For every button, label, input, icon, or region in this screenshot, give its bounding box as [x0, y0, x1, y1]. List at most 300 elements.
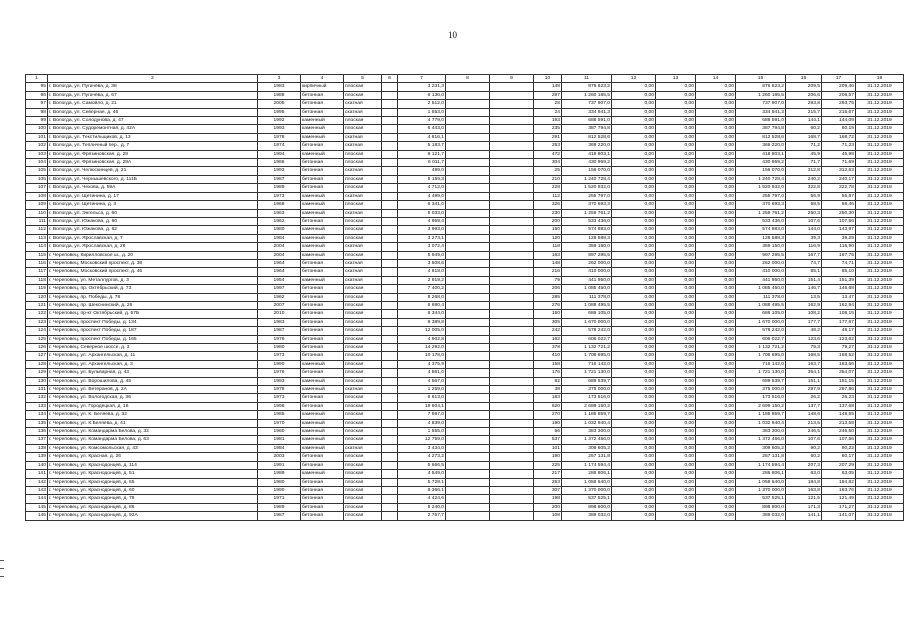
table-cell — [382, 276, 398, 284]
table-cell — [446, 83, 490, 91]
table-header-row — [26, 75, 904, 83]
table-cell: г. Вологда, ул. Пугачёва, д. 67 — [48, 91, 258, 99]
table-cell: 322,78 — [822, 184, 856, 192]
table-cell: 112 — [26, 226, 48, 234]
table-cell: 1 132 721,2 — [562, 344, 612, 352]
table-cell: 6 613,0 — [398, 394, 446, 402]
table-cell — [490, 327, 534, 335]
table-cell: 0,00 — [656, 117, 696, 125]
table-cell: скатная — [344, 100, 382, 108]
table-cell: 359 150,0 — [736, 243, 786, 251]
table-cell: 1 260 185,5 — [562, 91, 612, 99]
table-cell: 0,00 — [612, 91, 656, 99]
table-cell: 1989 — [258, 503, 301, 511]
table-cell — [382, 478, 398, 486]
table-cell: 0,00 — [656, 360, 696, 368]
table-cell: 4 839,0 — [398, 419, 446, 427]
table-cell: 6 680,4 — [398, 301, 446, 309]
table-row — [26, 402, 904, 410]
table-row — [26, 175, 904, 183]
table-cell — [446, 234, 490, 242]
table-cell: 31.12.2019 — [856, 276, 904, 284]
table-cell: 334 941,3 — [736, 108, 786, 116]
table-cell: 737 907,0 — [562, 100, 612, 108]
table-cell: 0,00 — [612, 352, 656, 360]
table-cell — [446, 419, 490, 427]
table-cell: 114 — [26, 243, 48, 251]
table-cell — [446, 470, 490, 478]
table-cell: бетонная — [301, 453, 344, 461]
table-cell — [382, 470, 398, 478]
table-cell: кирпичный — [301, 83, 344, 91]
table-cell: 5 728,1 — [398, 478, 446, 486]
table-cell: 0,00 — [656, 453, 696, 461]
table-cell: 118 — [534, 243, 562, 251]
table-cell: 31.12.2019 — [856, 411, 904, 419]
table-cell — [382, 217, 398, 225]
table-cell — [490, 91, 534, 99]
table-cell: 82 — [534, 377, 562, 385]
table-cell: 167,7 — [786, 251, 822, 259]
table-cell: 375 000,0 — [736, 386, 786, 394]
table-cell: г. Череповец, Московский проспект, д. 38 — [48, 259, 258, 267]
table-cell: 120 — [534, 234, 562, 242]
table-cell — [446, 125, 490, 133]
table-cell: плоская — [344, 251, 382, 259]
table-cell: 122 — [26, 310, 48, 318]
table-cell: каменный — [301, 411, 344, 419]
table-cell — [382, 352, 398, 360]
table-row — [26, 251, 904, 259]
table-cell: 108 — [26, 192, 48, 200]
table-cell: 4 375,9 — [398, 360, 446, 368]
table-cell — [382, 175, 398, 183]
table-cell: 1 708 695,0 — [736, 352, 786, 360]
table-cell: 148 — [534, 83, 562, 91]
table-cell — [490, 234, 534, 242]
table-body — [26, 83, 904, 520]
table-cell: 6 344,0 — [398, 310, 446, 318]
table-cell: 286 806,1 — [736, 470, 786, 478]
table-cell — [446, 268, 490, 276]
table-cell: 0,00 — [696, 444, 736, 452]
table-row — [26, 301, 904, 309]
table-cell: 0,00 — [656, 268, 696, 276]
table-cell: 12 759,0 — [398, 436, 446, 444]
table-cell — [446, 335, 490, 343]
table-cell — [446, 436, 490, 444]
table-cell: 56,9 — [786, 192, 822, 200]
table-cell: 0,00 — [696, 293, 736, 301]
table-cell: г. Вологда, ул. Судоремонтная, д. 42А — [48, 125, 258, 133]
table-cell — [490, 217, 534, 225]
table-cell — [382, 453, 398, 461]
table-cell: 116 — [26, 259, 48, 267]
table-row — [26, 192, 904, 200]
table-cell: бетонная — [301, 100, 344, 108]
table-cell — [382, 268, 398, 276]
table-cell: 686 105,0 — [562, 310, 612, 318]
table-row — [26, 276, 904, 284]
table-cell: плоская — [344, 201, 382, 209]
table-cell: 111 378,0 — [562, 293, 612, 301]
table-cell: 151,1 — [786, 377, 822, 385]
table-cell — [382, 318, 398, 326]
table-cell: 2 757,7 — [398, 512, 446, 520]
table-cell: 1987 — [258, 175, 301, 183]
table-cell: 246,5 — [786, 428, 822, 436]
table-cell: г. Череповец, ул. Краснодонцев, д. 92А — [48, 512, 258, 520]
table-cell: плоская — [344, 436, 382, 444]
table-cell: 119 — [26, 285, 48, 293]
table-cell — [446, 201, 490, 209]
table-cell: г. Вологда, ул. Чехова, д. 59А — [48, 184, 258, 192]
table-cell: 0,00 — [656, 377, 696, 385]
table-cell: плоская — [344, 453, 382, 461]
table-cell: 0,00 — [656, 470, 696, 478]
table-cell — [490, 167, 534, 175]
table-cell: плоская — [344, 175, 382, 183]
table-cell: г. Вологда, ул. Чернышевского, д. 111Б — [48, 175, 258, 183]
table-cell: 31.12.2019 — [856, 108, 904, 116]
table-cell: 383 300,0 — [562, 428, 612, 436]
table-cell: г. Вологда, ул. Пугачёва, д. 38 — [48, 83, 258, 91]
table-cell — [446, 394, 490, 402]
table-cell: 898 800,0 — [562, 503, 612, 511]
table-cell: 0,00 — [612, 503, 656, 511]
table-cell: 0,00 — [612, 276, 656, 284]
table-cell: 578 242,0 — [736, 327, 786, 335]
table-cell: плоская — [344, 503, 382, 511]
table-cell: 63,0 — [786, 470, 822, 478]
table-cell — [446, 386, 490, 394]
table-cell: 8 366,1 — [398, 486, 446, 494]
table-cell: 31.12.2019 — [856, 318, 904, 326]
table-cell: г. Вологда, ул. Фрязиновская, д. 28 — [48, 150, 258, 158]
table-cell: 1986 — [258, 159, 301, 167]
table-cell: 168,7 — [786, 133, 822, 141]
table-cell: 60,2 — [786, 125, 822, 133]
table-cell: 0,00 — [696, 352, 736, 360]
table-cell: скатная — [344, 142, 382, 150]
table-cell: 0,00 — [696, 344, 736, 352]
table-cell: 31.12.2019 — [856, 226, 904, 234]
table-cell: бетонная — [301, 402, 344, 410]
table-row — [26, 318, 904, 326]
table-cell: г. Череповец, проспект Победы, д. 165 — [48, 335, 258, 343]
table-cell: 150 — [534, 310, 562, 318]
table-cell: 216 — [534, 268, 562, 276]
table-cell: 0,00 — [612, 251, 656, 259]
table-cell: 158 — [534, 360, 562, 368]
table-cell: 39,3 — [786, 234, 822, 242]
table-cell — [490, 243, 534, 251]
table-cell: 106 — [26, 175, 48, 183]
table-cell: 1983 — [258, 83, 301, 91]
table-cell: 1990 — [258, 486, 301, 494]
table-cell: плоская — [344, 301, 382, 309]
table-cell: 0,00 — [696, 503, 736, 511]
table-cell: 1992 — [258, 117, 301, 125]
table-cell — [446, 243, 490, 251]
table-cell: 163,8 — [786, 486, 822, 494]
table-cell — [446, 226, 490, 234]
table-cell: 1989 — [258, 470, 301, 478]
table-cell: 107 — [26, 184, 48, 192]
table-cell: 0,00 — [656, 91, 696, 99]
table-cell: 134 — [26, 411, 48, 419]
table-cell: 190 — [534, 453, 562, 461]
table-cell: 1993 — [258, 125, 301, 133]
table-cell: 14 292,0 — [398, 344, 446, 352]
table-cell: скатная — [344, 167, 382, 175]
table-cell: г. Вологда, ул. Ярославская, д. 7 — [48, 234, 258, 242]
table-cell — [446, 142, 490, 150]
table-cell: 184,8 — [786, 478, 822, 486]
table-cell: каменный — [301, 470, 344, 478]
table-cell: 121 — [26, 301, 48, 309]
table-cell: 105 — [26, 167, 48, 175]
table-cell: плоская — [344, 234, 382, 242]
table-cell: бетонная — [301, 285, 344, 293]
table-cell: 31.12.2019 — [856, 259, 904, 267]
table-cell — [490, 344, 534, 352]
table-cell: 387 794,8 — [562, 125, 612, 133]
table-cell: бетонная — [301, 394, 344, 402]
table-cell — [446, 117, 490, 125]
table-cell — [382, 251, 398, 259]
table-cell: 4 273,2 — [398, 453, 446, 461]
table-cell: 0,00 — [656, 150, 696, 158]
table-cell: 109 — [26, 201, 48, 209]
table-cell: г. Череповец, пр. Победы, д. 78 — [48, 293, 258, 301]
table-cell: скатная — [344, 192, 382, 200]
table-cell — [490, 100, 534, 108]
table-cell: 5 183,7 — [398, 142, 446, 150]
table-row — [26, 184, 904, 192]
table-cell: 0,00 — [656, 209, 696, 217]
table-cell: 31.12.2019 — [856, 444, 904, 452]
table-cell: 1995 — [258, 108, 301, 116]
table-cell — [382, 159, 398, 167]
table-cell: 0,00 — [612, 159, 656, 167]
table-cell: 0,00 — [656, 411, 696, 419]
table-cell: 1973 — [258, 394, 301, 402]
table-cell — [446, 150, 490, 158]
table-cell: г. Вологда, ул. Щетинина, д. 3 — [48, 201, 258, 209]
table-cell — [382, 83, 398, 91]
table-cell: 606 022,7 — [562, 335, 612, 343]
table-cell: бетонная — [301, 142, 344, 150]
table-cell: каменный — [301, 226, 344, 234]
table-cell: 1984 — [258, 234, 301, 242]
table-cell — [382, 150, 398, 158]
table-cell — [382, 436, 398, 444]
table-cell — [490, 108, 534, 116]
table-cell: 90,2 — [786, 444, 822, 452]
table-cell: 79,27 — [822, 344, 856, 352]
table-cell: 1 520 932,0 — [736, 184, 786, 192]
table-cell: 383 300,0 — [736, 428, 786, 436]
table-cell: бетонная — [301, 512, 344, 520]
data-table — [25, 74, 904, 521]
table-cell: 1 085 450,0 — [736, 285, 786, 293]
table-row — [26, 243, 904, 251]
table-cell — [490, 276, 534, 284]
table-cell: 85,10 — [822, 268, 856, 276]
table-cell: 213,5 — [786, 419, 822, 427]
table-cell: 0,00 — [656, 133, 696, 141]
table-cell: скатная — [344, 386, 382, 394]
table-row — [26, 133, 904, 141]
table-cell: 2005 — [258, 100, 301, 108]
table-cell: 689 539,7 — [562, 377, 612, 385]
table-cell: 1 132 721,2 — [736, 344, 786, 352]
table-cell: 8 268,0 — [398, 293, 446, 301]
table-cell: 190 — [534, 419, 562, 427]
table-cell: 31.12.2019 — [856, 512, 904, 520]
table-cell: 716 142,0 — [562, 360, 612, 368]
table-cell: скатная — [344, 444, 382, 452]
table-cell — [490, 335, 534, 343]
table-cell: 0,00 — [696, 478, 736, 486]
table-cell: 2010 — [258, 310, 301, 318]
column-header: 7 — [398, 75, 446, 83]
table-cell: г. Череповец, ул. Краснодонцев, д. 78 — [48, 495, 258, 503]
table-cell — [382, 335, 398, 343]
table-cell: 1997 — [258, 285, 301, 293]
table-cell: 1996 — [258, 402, 301, 410]
table-cell: 31.12.2019 — [856, 83, 904, 91]
table-cell — [382, 344, 398, 352]
column-header: 18 — [856, 75, 904, 83]
table-cell: г. Череповец, ул. Краснодонцев, д. 55 — [48, 478, 258, 486]
table-cell — [490, 192, 534, 200]
table-row — [26, 436, 904, 444]
table-cell — [382, 419, 398, 427]
table-cell: 0,00 — [696, 470, 736, 478]
table-cell: плоская — [344, 335, 382, 343]
table-cell: 3 993,0 — [398, 226, 446, 234]
table-cell: 132 — [26, 394, 48, 402]
table-row — [26, 428, 904, 436]
table-cell: 2003 — [258, 453, 301, 461]
table-row — [26, 201, 904, 209]
table-cell: 60,17 — [822, 453, 856, 461]
table-cell: 0,00 — [656, 402, 696, 410]
table-cell: 0,00 — [696, 234, 736, 242]
table-cell: 148 — [534, 259, 562, 267]
table-cell — [490, 159, 534, 167]
table-cell: 144 — [26, 495, 48, 503]
table-cell: плоская — [344, 184, 382, 192]
table-cell: 297,86 — [822, 386, 856, 394]
table-cell — [490, 117, 534, 125]
table-cell — [490, 293, 534, 301]
table-cell: 112 — [534, 192, 562, 200]
table-cell: 31.12.2019 — [856, 419, 904, 427]
table-cell: каменный — [301, 209, 344, 217]
table-cell: г. Череповец, ул. К. Беляева, д. 32 — [48, 411, 258, 419]
table-cell — [382, 133, 398, 141]
table-cell: 1983 — [258, 318, 301, 326]
table-row — [26, 150, 904, 158]
table-cell: 206 — [534, 285, 562, 293]
table-cell — [446, 318, 490, 326]
table-cell: 1 259 761,2 — [736, 209, 786, 217]
table-row — [26, 167, 904, 175]
table-cell: бетонная — [301, 486, 344, 494]
table-cell: 0,00 — [612, 495, 656, 503]
table-cell: 291 — [534, 133, 562, 141]
table-cell: 111 378,0 — [736, 293, 786, 301]
table-cell — [446, 192, 490, 200]
table-cell — [490, 436, 534, 444]
table-cell: 246,50 — [822, 428, 856, 436]
table-cell: каменный — [301, 276, 344, 284]
table-cell: 1 670 000,0 — [562, 318, 612, 326]
table-cell — [490, 461, 534, 469]
table-cell: 533 436,0 — [736, 217, 786, 225]
table-cell: 410 000,0 — [736, 268, 786, 276]
table-cell: 1 088 495,5 — [562, 301, 612, 309]
table-cell: скатная — [344, 268, 382, 276]
table-cell: 1985 — [258, 411, 301, 419]
table-cell — [446, 495, 490, 503]
table-cell — [490, 310, 534, 318]
table-row — [26, 91, 904, 99]
table-cell: 1 058 640,0 — [562, 478, 612, 486]
table-cell: бетонная — [301, 108, 344, 116]
table-cell: 0,00 — [696, 419, 736, 427]
table-cell — [382, 259, 398, 267]
table-cell: 0,00 — [696, 100, 736, 108]
table-cell: 0,00 — [656, 503, 696, 511]
table-cell: 228 — [534, 184, 562, 192]
table-cell: г. Череповец, пр-кт Октябрьский, д. 57Б — [48, 310, 258, 318]
table-cell — [382, 234, 398, 242]
table-cell: плоская — [344, 344, 382, 352]
table-cell: бетонная — [301, 175, 344, 183]
table-cell: 145 — [26, 503, 48, 511]
table-cell — [490, 377, 534, 385]
table-row — [26, 285, 904, 293]
table-cell: 0,00 — [656, 512, 696, 520]
table-cell — [446, 217, 490, 225]
table-cell: 1 185 859,7 — [562, 411, 612, 419]
table-cell: 0,00 — [696, 285, 736, 293]
table-cell: 0,00 — [612, 310, 656, 318]
table-cell: 0,00 — [656, 386, 696, 394]
table-cell: 4 818,0 — [398, 268, 446, 276]
table-cell — [490, 512, 534, 520]
table-cell: плоская — [344, 369, 382, 377]
table-cell: 31.12.2019 — [856, 192, 904, 200]
table-cell — [382, 293, 398, 301]
table-cell: 0,00 — [696, 251, 736, 259]
table-cell: 104 — [26, 159, 48, 167]
table-cell: плоская — [344, 352, 382, 360]
table-cell: 0,00 — [696, 394, 736, 402]
table-row — [26, 125, 904, 133]
table-cell: 108,15 — [822, 310, 856, 318]
table-cell — [446, 108, 490, 116]
table-cell: 354,07 — [822, 369, 856, 377]
table-cell — [446, 133, 490, 141]
table-cell: 117 — [26, 268, 48, 276]
table-cell — [382, 495, 398, 503]
table-cell: 250,3 — [786, 209, 822, 217]
